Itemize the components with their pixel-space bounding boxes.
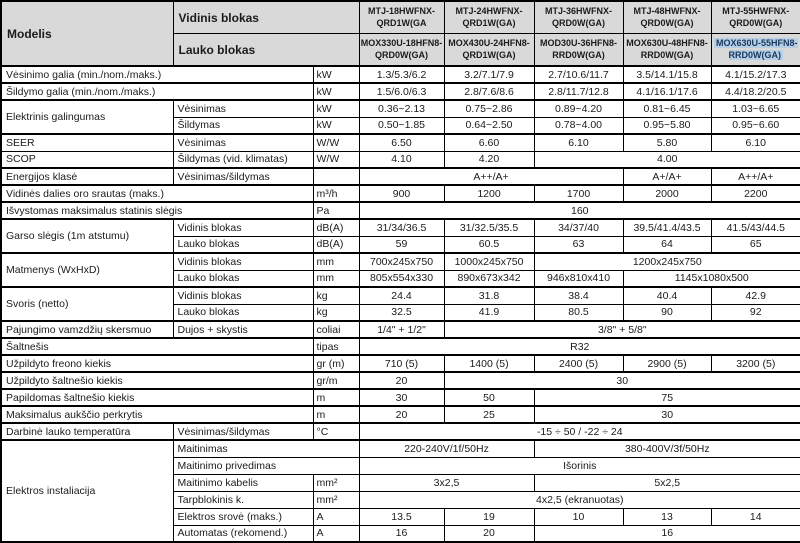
table-row [1, 134, 800, 151]
spec-sublabel: Lauko blokas [173, 236, 313, 253]
spec-value: 1700 [534, 185, 623, 202]
spec-value: 160 [359, 202, 800, 219]
spec-unit: A [313, 525, 359, 542]
indoor-model-cell: MTJ-55HWFNX-QRD0W(GA) [711, 1, 800, 34]
spec-unit: tipas [313, 338, 359, 355]
spec-value: 38.4 [534, 287, 623, 304]
spec-label: Papildomas šaltnešio kiekis [1, 389, 313, 406]
outdoor-model-cell: MOX330U-18HFN8-QRD0W(GA) [359, 34, 444, 67]
indoor-model-cell: MTJ-48HWFNX-QRD0W(GA) [623, 1, 711, 34]
spec-value: 30 [359, 389, 444, 406]
spec-unit: mm² [313, 474, 359, 491]
spec-value: 31/32.5/35.5 [444, 219, 534, 236]
spec-value: 1.03~6.65 [711, 100, 800, 117]
spec-value: 1145x1080x500 [623, 270, 800, 287]
outdoor-model-cell: MOD30U-36HFN8-RRD0W(GA) [534, 34, 623, 67]
spec-value: 710 (5) [359, 355, 444, 372]
spec-value: 14 [711, 508, 800, 525]
spec-sublabel: Maitinimo kabelis [173, 474, 313, 491]
table-row [1, 406, 800, 423]
spec-label: Garso slėgis (1m atstumu) [1, 219, 173, 253]
spec-unit: dB(A) [313, 219, 359, 236]
spec-value: 30 [444, 372, 800, 389]
spec-value: 20 [359, 372, 444, 389]
spec-value: 13 [623, 508, 711, 525]
spec-value: 60.5 [444, 236, 534, 253]
spec-unit: °C [313, 423, 359, 440]
spec-value: 16 [359, 525, 444, 542]
spec-value: 2400 (5) [534, 355, 623, 372]
spec-label: Darbinė lauko temperatūra [1, 423, 173, 440]
spec-value: 80.5 [534, 304, 623, 321]
spec-value: 42.9 [711, 287, 800, 304]
spec-value: 1000x245x750 [444, 253, 534, 270]
table-row [1, 440, 800, 457]
spec-sublabel: Tarpblokinis k. [173, 491, 313, 508]
table-row [1, 100, 800, 117]
indoor-model-cell: MTJ-18HWFNX-QRD1W(GA [359, 1, 444, 34]
spec-value: 31.8 [444, 287, 534, 304]
spec-value: 39.5/41.4/43.5 [623, 219, 711, 236]
spec-value: 30 [534, 406, 800, 423]
spec-value: 90 [623, 304, 711, 321]
spec-value: 32.5 [359, 304, 444, 321]
indoor-unit-header-cell: Vidinis blokas [173, 1, 359, 34]
spec-value: 1200 [444, 185, 534, 202]
spec-unit: kg [313, 304, 359, 321]
spec-value: 0.95~5.80 [623, 117, 711, 134]
spec-sublabel: Vėsinimas [173, 134, 313, 151]
spec-value: 5x2,5 [534, 474, 800, 491]
spec-value: R32 [359, 338, 800, 355]
spec-sublabel: Vėsinimas/šildymas [173, 423, 313, 440]
table-header-row-indoor [1, 1, 800, 34]
spec-value: 1400 (5) [444, 355, 534, 372]
modelis-header-cell: Modelis [1, 1, 173, 66]
spec-sublabel: Vidinis blokas [173, 253, 313, 270]
spec-unit: m³/h [313, 185, 359, 202]
spec-value: 4.1/16.1/17.6 [623, 83, 711, 100]
table-row [1, 66, 800, 83]
spec-sublabel: Vidinis blokas [173, 287, 313, 304]
spec-value: 0.78~4.00 [534, 117, 623, 134]
table-row [1, 83, 800, 100]
outdoor-unit-header-cell: Lauko blokas [173, 34, 359, 67]
spec-value: 2900 (5) [623, 355, 711, 372]
spec-unit: gr/m [313, 372, 359, 389]
spec-label: Elektros instaliacija [1, 440, 173, 542]
spec-unit: kW [313, 83, 359, 100]
table-row [1, 253, 800, 270]
spec-sublabel: Dujos + skystis [173, 321, 313, 338]
spec-label: Energijos klasė [1, 168, 173, 185]
table-row [1, 219, 800, 236]
table-row [1, 423, 800, 440]
spec-value: 1.3/5.3/6.2 [359, 66, 444, 83]
spec-unit [313, 168, 359, 185]
spec-label: Pajungimo vamzdžių skersmuo [1, 321, 173, 338]
spec-value: 10 [534, 508, 623, 525]
spec-value: 6.60 [444, 134, 534, 151]
spec-sublabel: Vėsinimas/šildymas [173, 168, 313, 185]
spec-value: 900 [359, 185, 444, 202]
spec-value: 34/37/40 [534, 219, 623, 236]
table-row [1, 202, 800, 219]
spec-value: 4.20 [444, 151, 534, 168]
spec-label: Vidinės dalies oro srautas (maks.) [1, 185, 313, 202]
spec-value: A++/A+ [711, 168, 800, 185]
spec-value: 4.1/15.2/17.3 [711, 66, 800, 83]
spec-label: Šildymo galia (min./nom./maks.) [1, 83, 313, 100]
spec-value: 0.75~2.86 [444, 100, 534, 117]
spec-value: 6.10 [711, 134, 800, 151]
spec-value: 3x2,5 [359, 474, 534, 491]
table-row [1, 287, 800, 304]
selected-model-highlight: MOX630U-55HFN8-RRD0W(GA) [716, 37, 798, 60]
spec-label: Svoris (netto) [1, 287, 173, 321]
indoor-model-cell: MTJ-36HWFNX-QRD0W(GA) [534, 1, 623, 34]
spec-sublabel: Šildymas [173, 117, 313, 134]
spec-value: 2.8/7.6/8.6 [444, 83, 534, 100]
spec-value: A+/A+ [623, 168, 711, 185]
spec-value: 3200 (5) [711, 355, 800, 372]
spec-label: Užpildyto freono kiekis [1, 355, 313, 372]
spec-sublabel: Lauko blokas [173, 304, 313, 321]
spec-value: Išorinis [359, 457, 800, 474]
spec-value: 380-400V/3f/50Hz [534, 440, 800, 457]
spec-value: 4.4/18.2/20.5 [711, 83, 800, 100]
spec-value: 4x2,5 (ekranuotas) [359, 491, 800, 508]
spec-value: 65 [711, 236, 800, 253]
outdoor-model-cell: MOX430U-24HFN8-QRD1W(GA) [444, 34, 534, 67]
spec-label: Šaltnešis [1, 338, 313, 355]
spec-value: 20 [359, 406, 444, 423]
spec-value: 2200 [711, 185, 800, 202]
spec-value: 40.4 [623, 287, 711, 304]
spec-sublabel: Automatas (rekomend.) [173, 525, 313, 542]
spec-label: Vėsinimo galia (min./nom./maks.) [1, 66, 313, 83]
spec-value: 20 [444, 525, 534, 542]
table-row [1, 372, 800, 389]
spec-label: Užpildyto šaltnešio kiekis [1, 372, 313, 389]
spec-value: 41.9 [444, 304, 534, 321]
spec-value: A++/A+ [359, 168, 623, 185]
spec-unit: A [313, 508, 359, 525]
spec-label: Maksimalus aukščio perkrytis [1, 406, 313, 423]
outdoor-model-cell-highlighted [711, 34, 800, 67]
spec-unit: W/W [313, 151, 359, 168]
spec-unit: Pa [313, 202, 359, 219]
spec-value: 6.50 [359, 134, 444, 151]
spec-label: Matmenys (WxHxD) [1, 253, 173, 287]
spec-sublabel: Šildymas (vid. klimatas) [173, 151, 313, 168]
spec-value: 3.2/7.1/7.9 [444, 66, 534, 83]
spec-sublabel: Maitinimas [173, 440, 359, 457]
spec-unit: kW [313, 66, 359, 83]
spec-unit: gr (m) [313, 355, 359, 372]
spec-unit: mm [313, 253, 359, 270]
spec-value: 59 [359, 236, 444, 253]
table-row [1, 185, 800, 202]
spec-unit: m [313, 406, 359, 423]
spec-value: 75 [534, 389, 800, 406]
spec-unit: kg [313, 287, 359, 304]
spec-sublabel: Maitinimo privedimas [173, 457, 359, 474]
spec-value: 2000 [623, 185, 711, 202]
spec-value: 3/8" + 5/8" [444, 321, 800, 338]
spec-label: SCOP [1, 151, 173, 168]
table-row [1, 151, 800, 168]
spec-value: 24.4 [359, 287, 444, 304]
spec-value: 890x673x342 [444, 270, 534, 287]
spec-label: Išvystomas maksimalus statinis slėgis [1, 202, 313, 219]
spec-value: 16 [534, 525, 800, 542]
spec-sublabel: Vėsinimas [173, 100, 313, 117]
table-row [1, 338, 800, 355]
spec-value: 4.10 [359, 151, 444, 168]
spec-unit: m [313, 389, 359, 406]
spec-value: 0.36~2.13 [359, 100, 444, 117]
spec-unit: mm² [313, 491, 359, 508]
table-row [1, 168, 800, 185]
spec-value: 0.89~4.20 [534, 100, 623, 117]
spec-value: 1/4" + 1/2" [359, 321, 444, 338]
spec-value: 3.5/14.1/15.8 [623, 66, 711, 83]
spec-value: 1200x245x750 [534, 253, 800, 270]
spec-value: 0.95~6.60 [711, 117, 800, 134]
spec-sublabel: Lauko blokas [173, 270, 313, 287]
spec-label: Elektrinis galingumas [1, 100, 173, 134]
spec-value: 1.5/6.0/6.3 [359, 83, 444, 100]
indoor-model-cell: MTJ-24HWFNX-QRD1W(GA) [444, 1, 534, 34]
spec-unit: W/W [313, 134, 359, 151]
spec-value: 0.50~1.85 [359, 117, 444, 134]
spec-value: 220-240V/1f/50Hz [359, 440, 534, 457]
spec-value: 64 [623, 236, 711, 253]
table-row [1, 389, 800, 406]
spec-unit: mm [313, 270, 359, 287]
spec-sublabel: Elektros srovė (maks.) [173, 508, 313, 525]
spec-value: 63 [534, 236, 623, 253]
spec-value: 50 [444, 389, 534, 406]
spec-label: SEER [1, 134, 173, 151]
spec-value: 4.00 [534, 151, 800, 168]
spec-unit: kW [313, 100, 359, 117]
spec-value: 805x554x330 [359, 270, 444, 287]
spec-value: 31/34/36.5 [359, 219, 444, 236]
spec-value: 6.10 [534, 134, 623, 151]
table-row [1, 355, 800, 372]
spec-value: 5.80 [623, 134, 711, 151]
spec-unit: dB(A) [313, 236, 359, 253]
spec-value: 2.7/10.6/11.7 [534, 66, 623, 83]
spec-value: -15 ÷ 50 / -22 ÷ 24 [359, 423, 800, 440]
spec-value: 946x810x410 [534, 270, 623, 287]
outdoor-model-cell: MOX630U-48HFN8-RRD0W(GA) [623, 34, 711, 67]
spec-value: 13.5 [359, 508, 444, 525]
spec-value: 2.8/11.7/12.8 [534, 83, 623, 100]
spec-value: 0.81~6.45 [623, 100, 711, 117]
spec-value: 25 [444, 406, 534, 423]
spec-value: 41.5/43/44.5 [711, 219, 800, 236]
spec-value: 0.64~2.50 [444, 117, 534, 134]
spec-value: 92 [711, 304, 800, 321]
spec-unit: coliai [313, 321, 359, 338]
spec-value: 19 [444, 508, 534, 525]
spec-value: 700x245x750 [359, 253, 444, 270]
table-row [1, 321, 800, 338]
spec-sublabel: Vidinis blokas [173, 219, 313, 236]
spec-unit: kW [313, 117, 359, 134]
